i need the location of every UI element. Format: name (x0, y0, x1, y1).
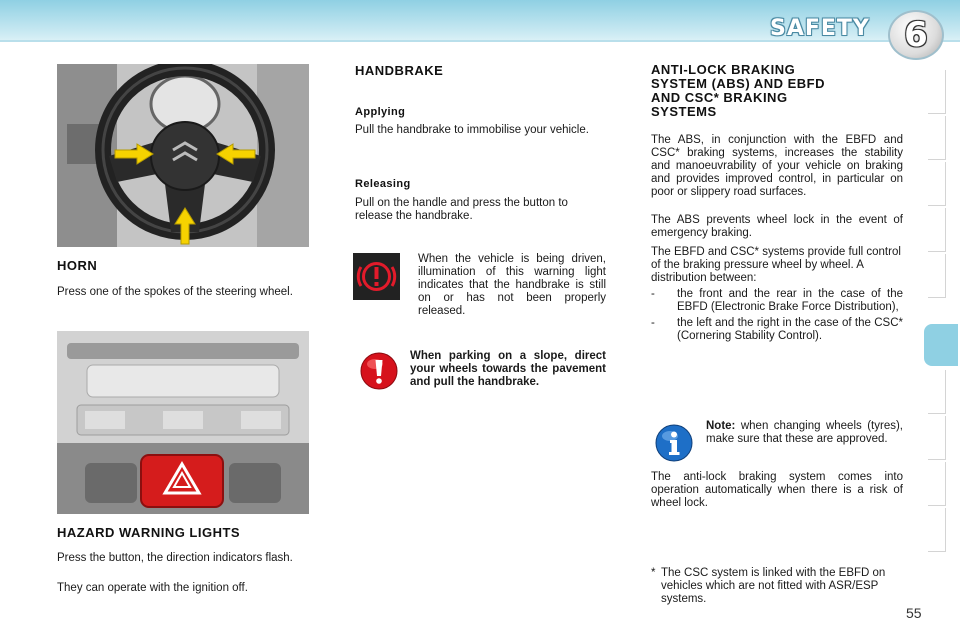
page-number: 55 (906, 605, 922, 621)
abs-heading-line-4: SYSTEMS (651, 104, 717, 119)
abs-para-1: The ABS, in conjunction with the EBFD and CSC* braking systems, increases the stability and manoeuvrability of your vehicle on braking and provides improved control, in particular on poor or slippery road surfaces. (651, 134, 903, 198)
list-item-text: the front and the rear in the case of the EBFD (Electronic Brake Force Distribution), (677, 288, 903, 313)
note-body: when changing wheels (tyres), make sure that these are approved. (706, 420, 903, 445)
chapter-tab[interactable] (928, 370, 946, 414)
chapter-tab[interactable] (928, 462, 946, 506)
footnote (651, 567, 903, 606)
hazard-button-photo (57, 331, 309, 514)
chapter-tab[interactable] (928, 116, 946, 160)
chapter-tab[interactable] (928, 70, 946, 114)
chapter-tab[interactable] (928, 208, 946, 252)
list-item (651, 288, 903, 314)
footnote-text: The CSC system is linked with the EBFD on vehicles which are not fitted with ASR/ESP systems. (661, 567, 886, 605)
horn-text: Press one of the spokes of the steering wheel. (57, 286, 293, 298)
chapter-tab-active[interactable] (924, 324, 958, 366)
list-item-text: the left and the right in the case of the CSC* (Cornering Stability Control). (677, 317, 903, 342)
slope-warning-text: When parking on a slope, direct your wheels towards the pavement and pull the handbrake. (410, 350, 606, 388)
note-text (706, 420, 903, 446)
exclamation-icon (360, 352, 398, 390)
abs-heading (651, 63, 825, 119)
abs-heading-line-1: ANTI-LOCK BRAKING (651, 62, 796, 77)
abs-para-4: The anti-lock braking system comes into operation automatically when there is a risk of wheel lock. (651, 471, 903, 509)
distribution-list (651, 288, 903, 343)
handbrake-heading: HANDBRAKE (355, 63, 444, 78)
handbrake-warning-text: When the vehicle is being driven, illumination of this warning light indicates that the handbrake is still on or has not been properly released. (418, 253, 606, 317)
chapter-badge: 6 (888, 10, 944, 60)
note-label: Note: (706, 420, 736, 432)
releasing-heading: Releasing (355, 178, 411, 190)
steering-wheel-photo (57, 64, 309, 247)
hazard-text-2: They can operate with the ignition off. (57, 582, 248, 594)
handbrake-warning-icon (353, 253, 400, 300)
info-icon (655, 424, 693, 462)
applying-heading: Applying (355, 106, 406, 118)
horn-heading: HORN (57, 258, 98, 273)
chapter-tab[interactable] (928, 508, 946, 552)
chapter-tab[interactable] (928, 254, 946, 298)
chapter-tab[interactable] (928, 162, 946, 206)
abs-para-2: The ABS prevents wheel lock in the event of emergency braking. (651, 214, 903, 239)
list-item (651, 317, 903, 343)
abs-heading-line-3: AND CSC* BRAKING (651, 90, 788, 105)
footnote-mark: * (651, 567, 656, 579)
list-dash: - (651, 317, 655, 329)
chapter-tabs (928, 70, 948, 570)
hazard-heading: HAZARD WARNING LIGHTS (57, 525, 241, 540)
releasing-text: Pull on the handle and press the button to release the handbrake. (355, 197, 568, 222)
steering-wheel-illustration (57, 64, 309, 247)
header-divider (0, 40, 960, 60)
dashboard-illustration (57, 331, 309, 514)
chapter-tab[interactable] (928, 416, 946, 460)
page-title: SAFETY (770, 16, 870, 41)
abs-heading-line-2: SYSTEM (ABS) AND EBFD (651, 76, 825, 91)
list-dash: - (651, 288, 655, 300)
abs-para-3: The EBFD and CSC* systems provide full control of the braking pressure wheel by wheel. A distribution between: (651, 246, 901, 284)
hazard-text-1: Press the button, the direction indicators flash. (57, 552, 293, 564)
applying-text: Pull the handbrake to immobilise your vehicle. (355, 124, 589, 136)
